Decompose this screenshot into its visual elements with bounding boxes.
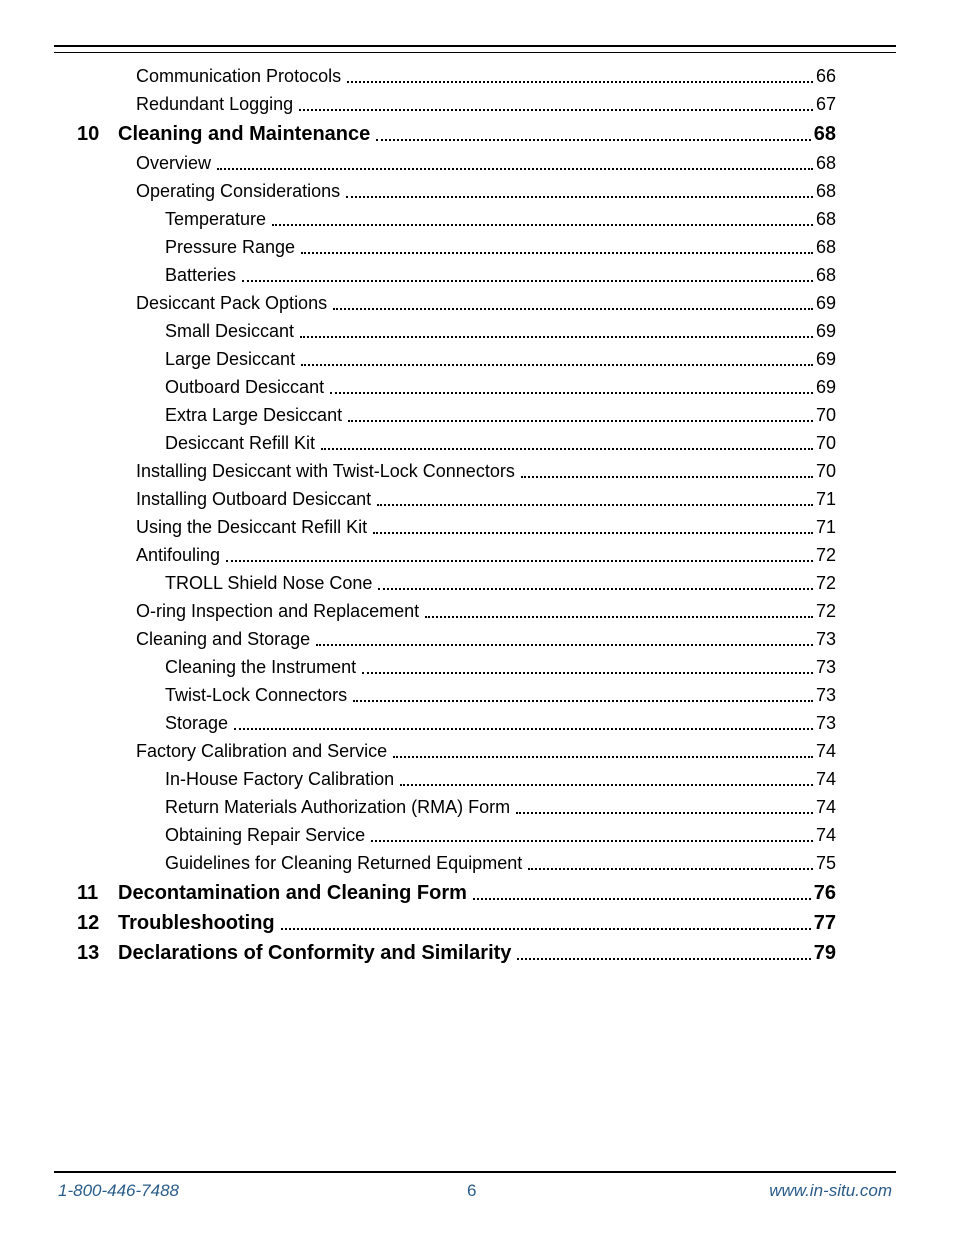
toc-page-number: 70 bbox=[815, 461, 836, 481]
toc-page-number: 79 bbox=[813, 942, 836, 964]
toc-entry[interactable] bbox=[0, 261, 954, 289]
toc-page-number: 70 bbox=[815, 405, 836, 425]
toc-entry[interactable] bbox=[0, 401, 954, 429]
toc-page-number: 77 bbox=[813, 912, 836, 934]
toc-entry-title: Small Desiccant bbox=[165, 321, 295, 341]
footer-website-link[interactable]: www.in-situ.com bbox=[769, 1181, 892, 1200]
toc-page-number: 73 bbox=[815, 657, 836, 677]
toc-dot-leader bbox=[473, 897, 811, 900]
toc-dot-leader bbox=[516, 811, 813, 814]
toc-page-number: 66 bbox=[815, 66, 836, 86]
toc-dot-leader bbox=[373, 531, 813, 534]
toc-entry[interactable] bbox=[0, 120, 954, 148]
toc-dot-leader bbox=[281, 927, 811, 930]
toc-dot-leader bbox=[301, 251, 813, 254]
toc-dot-leader bbox=[301, 363, 813, 366]
toc-entry[interactable] bbox=[0, 879, 954, 907]
toc-page-number: 72 bbox=[815, 573, 836, 593]
toc-entry-title: Antifouling bbox=[136, 545, 221, 565]
toc-entry[interactable] bbox=[0, 541, 954, 569]
toc-page-number: 76 bbox=[813, 882, 836, 904]
toc-entry[interactable] bbox=[0, 569, 954, 597]
toc-entry[interactable] bbox=[0, 289, 954, 317]
toc-entry[interactable] bbox=[0, 737, 954, 765]
toc-entry-title: Installing Outboard Desiccant bbox=[136, 489, 372, 509]
toc-chapter-number: 12 bbox=[77, 912, 100, 934]
toc-page-number: 74 bbox=[815, 825, 836, 845]
toc-dot-leader bbox=[378, 587, 813, 590]
toc-dot-leader bbox=[371, 839, 813, 842]
toc-entry[interactable] bbox=[0, 939, 954, 967]
toc-dot-leader bbox=[528, 867, 813, 870]
toc-dot-leader bbox=[347, 80, 813, 83]
toc-entry[interactable] bbox=[0, 457, 954, 485]
toc-entry[interactable] bbox=[0, 429, 954, 457]
toc-entry[interactable] bbox=[0, 485, 954, 513]
toc-entry-title: Return Materials Authorization (RMA) Form bbox=[165, 797, 511, 817]
toc-entry-title: Overview bbox=[136, 153, 212, 173]
toc-entry-title: Redundant Logging bbox=[136, 94, 294, 114]
toc-entry-title: Decontamination and Cleaning Form bbox=[118, 882, 467, 904]
toc-entry[interactable] bbox=[0, 653, 954, 681]
toc-page-number: 70 bbox=[815, 433, 836, 453]
toc-entry[interactable] bbox=[0, 62, 954, 90]
header-rule-thick bbox=[54, 45, 896, 47]
toc-entry-title: Large Desiccant bbox=[165, 349, 296, 369]
toc-entry-title: Temperature bbox=[165, 209, 267, 229]
toc-page-number: 68 bbox=[815, 209, 836, 229]
toc-entry[interactable] bbox=[0, 909, 954, 937]
toc-page-number: 71 bbox=[815, 489, 836, 509]
toc-page-number: 74 bbox=[815, 741, 836, 761]
toc-page-number: 74 bbox=[815, 797, 836, 817]
toc-entry[interactable] bbox=[0, 90, 954, 118]
toc-page-number: 74 bbox=[815, 769, 836, 789]
toc-entry[interactable] bbox=[0, 345, 954, 373]
toc-dot-leader bbox=[272, 223, 813, 226]
toc-page-number: 75 bbox=[815, 853, 836, 873]
toc-page-number: 69 bbox=[815, 321, 836, 341]
toc-chapter-number: 10 bbox=[77, 123, 100, 145]
toc-entry[interactable] bbox=[0, 233, 954, 261]
toc-entry[interactable] bbox=[0, 513, 954, 541]
footer-phone[interactable]: 1-800-446-7488 bbox=[58, 1181, 179, 1200]
toc-entry[interactable] bbox=[0, 709, 954, 737]
toc-entry[interactable] bbox=[0, 625, 954, 653]
toc-entry-title: Outboard Desiccant bbox=[165, 377, 325, 397]
toc-page-number: 71 bbox=[815, 517, 836, 537]
toc-page-number: 73 bbox=[815, 713, 836, 733]
toc-page-number: 68 bbox=[815, 153, 836, 173]
toc-entry-title: Batteries bbox=[165, 265, 237, 285]
toc-entry-title: In-House Factory Calibration bbox=[165, 769, 395, 789]
toc-entry-title: Cleaning and Maintenance bbox=[118, 123, 371, 145]
toc-dot-leader bbox=[376, 138, 810, 141]
toc-chapter-number: 11 bbox=[77, 882, 99, 904]
toc-page-number: 73 bbox=[815, 629, 836, 649]
toc-dot-leader bbox=[517, 957, 810, 960]
toc-entry-title: Obtaining Repair Service bbox=[165, 825, 366, 845]
toc-entry[interactable] bbox=[0, 317, 954, 345]
toc-entry-title: Using the Desiccant Refill Kit bbox=[136, 517, 368, 537]
toc-entry-title: Twist-Lock Connectors bbox=[165, 685, 348, 705]
toc-dot-leader bbox=[300, 335, 813, 338]
toc-entry[interactable] bbox=[0, 177, 954, 205]
toc-dot-leader bbox=[353, 699, 813, 702]
toc-page-number: 68 bbox=[815, 265, 836, 285]
toc-entry[interactable] bbox=[0, 821, 954, 849]
toc-page-number: 68 bbox=[813, 123, 836, 145]
toc-page-number: 69 bbox=[815, 349, 836, 369]
toc-page-number: 72 bbox=[815, 545, 836, 565]
toc-page-number: 69 bbox=[815, 293, 836, 313]
toc-entry-title: Extra Large Desiccant bbox=[165, 405, 343, 425]
toc-page-number: 73 bbox=[815, 685, 836, 705]
toc-page-number: 68 bbox=[815, 237, 836, 257]
toc-entry[interactable] bbox=[0, 149, 954, 177]
toc-dot-leader bbox=[299, 108, 813, 111]
toc-entry-title: O-ring Inspection and Replacement bbox=[136, 601, 420, 621]
toc-entry[interactable] bbox=[0, 849, 954, 877]
toc-dot-leader bbox=[234, 727, 813, 730]
toc-dot-leader bbox=[425, 615, 813, 618]
toc-dot-leader bbox=[348, 419, 813, 422]
toc-entry-title: Desiccant Refill Kit bbox=[165, 433, 316, 453]
toc-page-number: 68 bbox=[815, 181, 836, 201]
footer-rule bbox=[54, 1171, 896, 1173]
toc-entry[interactable] bbox=[0, 765, 954, 793]
toc-entry-title: Pressure Range bbox=[165, 237, 296, 257]
toc-dot-leader bbox=[316, 643, 813, 646]
toc-page-number: 67 bbox=[815, 94, 836, 114]
toc-dot-leader bbox=[330, 391, 813, 394]
toc-entry-title: Storage bbox=[165, 713, 229, 733]
toc-entry[interactable] bbox=[0, 793, 954, 821]
toc-dot-leader bbox=[400, 783, 813, 786]
toc-dot-leader bbox=[362, 671, 813, 674]
toc-dot-leader bbox=[217, 167, 813, 170]
toc-entry-title: TROLL Shield Nose Cone bbox=[165, 573, 373, 593]
toc-page-number: 72 bbox=[815, 601, 836, 621]
toc-dot-leader bbox=[321, 447, 813, 450]
toc-entry-title: Troubleshooting bbox=[118, 912, 275, 934]
toc-entry-title: Declarations of Conformity and Similarity bbox=[118, 942, 512, 964]
toc-dot-leader bbox=[242, 279, 813, 282]
toc-dot-leader bbox=[377, 503, 813, 506]
toc-entry-title: Cleaning the Instrument bbox=[165, 657, 357, 677]
toc-entry-title: Cleaning and Storage bbox=[136, 629, 311, 649]
toc-entry-title: Guidelines for Cleaning Returned Equipment bbox=[165, 853, 523, 873]
toc-chapter-number: 13 bbox=[77, 942, 100, 964]
toc-entry[interactable] bbox=[0, 597, 954, 625]
toc-dot-leader bbox=[521, 475, 813, 478]
toc-entry-title: Factory Calibration and Service bbox=[136, 741, 388, 761]
toc-dot-leader bbox=[393, 755, 813, 758]
header-rule-thin bbox=[54, 52, 896, 53]
toc-page-number: 69 bbox=[815, 377, 836, 397]
toc-entry-title: Desiccant Pack Options bbox=[136, 293, 328, 313]
toc-entry-title: Operating Considerations bbox=[136, 181, 341, 201]
toc-entry-title: Installing Desiccant with Twist-Lock Connectors bbox=[136, 461, 515, 481]
toc-entry[interactable] bbox=[0, 373, 954, 401]
toc-entry-title: Communication Protocols bbox=[136, 66, 342, 86]
toc-entry[interactable] bbox=[0, 681, 954, 709]
footer-page-number: 6 bbox=[467, 1181, 477, 1200]
toc-entry[interactable] bbox=[0, 205, 954, 233]
toc-dot-leader bbox=[346, 195, 813, 198]
toc-dot-leader bbox=[226, 559, 813, 562]
toc-dot-leader bbox=[333, 307, 813, 310]
